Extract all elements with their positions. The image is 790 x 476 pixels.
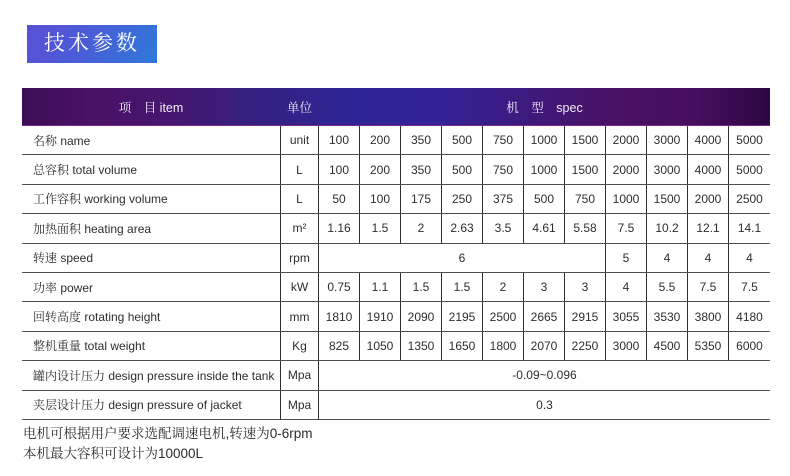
value-cell: 2500 — [736, 191, 763, 206]
value-cell: 100 — [360, 185, 401, 213]
row-label: 功率 power — [33, 280, 94, 295]
value-cell: 3 — [565, 273, 606, 301]
table-row — [22, 214, 770, 243]
value-cell: 4 — [647, 244, 688, 272]
value-cell: 3000 — [647, 155, 688, 183]
value-cell: 2070 — [524, 332, 565, 360]
value-cell: 5.5 — [647, 273, 688, 301]
value-cell: 7.5 — [606, 214, 647, 242]
footnote-line: 本机最大容积可设计为10000L — [23, 446, 204, 461]
value-cell: 2500 — [483, 302, 524, 330]
table-row — [22, 361, 770, 390]
value-cell: 0.75 — [319, 273, 360, 301]
value-cell: 3000 — [606, 332, 647, 360]
value-cell: 1.5 — [360, 214, 401, 242]
value-cell: 2000 — [688, 185, 729, 213]
value-cell: 1650 — [442, 332, 483, 360]
value-cell: 1800 — [483, 332, 524, 360]
value-cell: 2915 — [565, 302, 606, 330]
value-cell: 5 — [606, 244, 647, 272]
value-cell: 1000 — [524, 155, 565, 183]
row-label: 工作容积 working volume — [33, 192, 168, 207]
row-label: 转速 speed — [33, 251, 94, 266]
unit-cell: m² — [280, 214, 319, 242]
value-cell: 750 — [483, 155, 524, 183]
value-cell: 200 — [360, 126, 401, 154]
value-cell: 5000 — [736, 133, 763, 148]
value-cell: 175 — [401, 185, 442, 213]
value-cell: 2 — [483, 273, 524, 301]
value-cell: 5350 — [688, 332, 729, 360]
value-cell: 250 — [442, 185, 483, 213]
value-cell: 1.16 — [319, 214, 360, 242]
value-cell: 350 — [401, 126, 442, 154]
row-label: 夹层设计压力 design pressure of jacket — [33, 398, 242, 413]
value-cell: 100 — [319, 126, 360, 154]
value-cell: 4.61 — [524, 214, 565, 242]
value-cell: 2 — [401, 214, 442, 242]
value-cell: 1910 — [360, 302, 401, 330]
spec-table — [22, 88, 770, 420]
row-label: 罐内设计压力 design pressure inside the tank — [33, 368, 275, 383]
value-cell: 2090 — [401, 302, 442, 330]
value-cell: 4 — [688, 244, 729, 272]
table-row — [22, 302, 770, 331]
value-cell: 7.5 — [688, 273, 729, 301]
table-row — [22, 391, 770, 420]
value-cell: 2000 — [606, 155, 647, 183]
value-cell: 5000 — [736, 162, 763, 177]
value-cell: 750 — [483, 126, 524, 154]
value-cell: 1350 — [401, 332, 442, 360]
header-unit: 单位 — [286, 100, 312, 115]
unit-cell: Mpa — [280, 361, 319, 389]
row-label: 回转高度 rotating height — [33, 310, 161, 325]
value-cell: 6000 — [736, 338, 763, 353]
value-cell: 1000 — [606, 185, 647, 213]
value-cell: 2665 — [524, 302, 565, 330]
value-cell: 500 — [442, 155, 483, 183]
value-cell: 1500 — [565, 126, 606, 154]
row-label: 总容积 total volume — [33, 163, 138, 178]
table-row — [22, 155, 770, 184]
value-cell: 3055 — [606, 302, 647, 330]
value-cell: 1810 — [319, 302, 360, 330]
value-cell: 7.5 — [741, 280, 758, 295]
value-cell: 2000 — [606, 126, 647, 154]
value-cell: 200 — [360, 155, 401, 183]
value-cell: 3 — [524, 273, 565, 301]
value-cell: -0.09~0.096 — [512, 368, 577, 383]
unit-cell: kW — [280, 273, 319, 301]
value-cell: 6 — [319, 244, 606, 272]
value-cell: 1.5 — [442, 273, 483, 301]
value-cell: 5.58 — [565, 214, 606, 242]
value-cell: 3800 — [688, 302, 729, 330]
value-cell: 4000 — [688, 126, 729, 154]
value-cell: 1500 — [565, 155, 606, 183]
value-cell: 2.63 — [442, 214, 483, 242]
section-title-badge: 技术参数 — [27, 25, 157, 63]
value-cell: 4500 — [647, 332, 688, 360]
value-cell: 3000 — [647, 126, 688, 154]
value-cell: 1050 — [360, 332, 401, 360]
value-cell: 4180 — [736, 309, 763, 324]
value-cell: 500 — [442, 126, 483, 154]
unit-cell: Mpa — [280, 391, 319, 419]
value-cell: 3530 — [647, 302, 688, 330]
row-label: 加热面积 heating area — [33, 221, 152, 236]
unit-cell: rpm — [280, 244, 319, 272]
value-cell: 4 — [606, 273, 647, 301]
value-cell: 2250 — [565, 332, 606, 360]
value-cell: 4000 — [688, 155, 729, 183]
header-spec: 机 型 spec — [506, 100, 583, 115]
value-cell: 14.1 — [737, 221, 762, 236]
footnote-line: 电机可根据用户要求选配调速电机,转速为0-6rpm — [23, 426, 313, 441]
row-label: 名称 name — [33, 133, 91, 148]
unit-cell: L — [280, 185, 319, 213]
value-cell: 1.5 — [401, 273, 442, 301]
value-cell: 12.1 — [688, 214, 729, 242]
footnotes — [23, 424, 313, 464]
row-label: 整机重量 total weight — [33, 339, 146, 354]
value-cell: 1.1 — [360, 273, 401, 301]
value-cell: 0.3 — [536, 397, 553, 412]
value-cell: 100 — [319, 155, 360, 183]
value-cell: 750 — [565, 185, 606, 213]
value-cell: 500 — [524, 185, 565, 213]
header-item: 项 目 item — [118, 100, 184, 115]
unit-cell: unit — [280, 126, 319, 154]
table-row — [22, 332, 770, 361]
unit-cell: Kg — [280, 332, 319, 360]
value-cell: 825 — [319, 332, 360, 360]
value-cell: 3.5 — [483, 214, 524, 242]
value-cell: 50 — [319, 185, 360, 213]
unit-cell: L — [280, 155, 319, 183]
value-cell: 2195 — [442, 302, 483, 330]
table-row — [22, 273, 770, 302]
table-row — [22, 185, 770, 214]
value-cell: 375 — [483, 185, 524, 213]
value-cell: 10.2 — [647, 214, 688, 242]
value-cell: 350 — [401, 155, 442, 183]
value-cell: 1000 — [524, 126, 565, 154]
table-row — [22, 244, 770, 273]
table-header-row — [22, 88, 770, 126]
table-row — [22, 126, 770, 155]
value-cell: 4 — [746, 250, 753, 265]
table-body — [22, 126, 770, 420]
unit-cell: mm — [280, 302, 319, 330]
value-cell: 1500 — [647, 185, 688, 213]
